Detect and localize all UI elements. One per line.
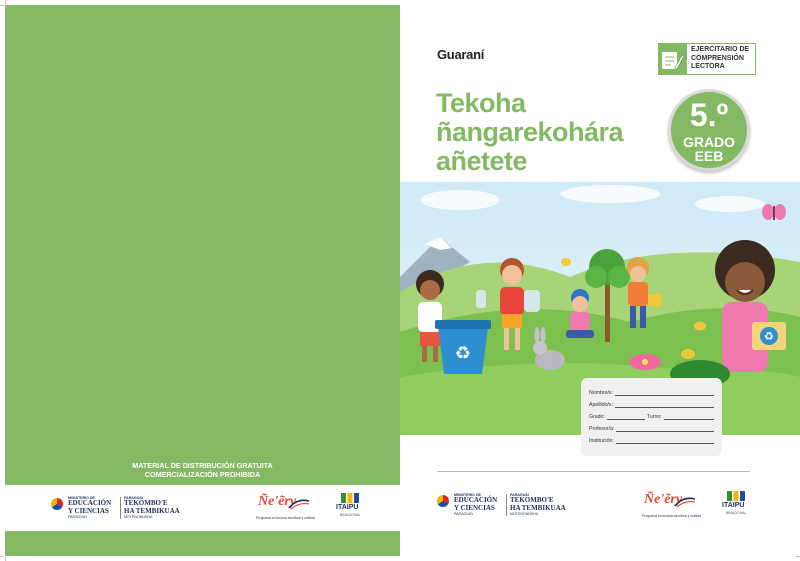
name-row: Nombre/s: [589,384,714,396]
footer-divider [437,471,750,472]
neery-swoosh-icon [673,496,697,508]
title-line-3: añetete [436,146,528,176]
workbook-label [686,43,756,75]
student-info-form [581,378,722,456]
itaipu-wordmark: ITAIPU [336,504,359,511]
front-logo-bar [400,485,800,529]
back-cover-bottom-strip [5,531,400,556]
grade-badge [668,89,750,171]
paraguay-emblem-icon [437,495,449,507]
crop-mark [796,556,800,557]
mec-small-text: MINISTERIO DE [454,493,481,497]
mec-name: EDUCACIÓN Y CIENCIAS [454,496,498,512]
institution-field[interactable] [616,437,714,444]
tek-sub-text: MOTENONDEHA [124,515,153,519]
recycle-bin [435,320,491,374]
itaipu-mark-icon [727,491,745,501]
teacher-row: Profesor/a: [589,420,714,432]
neery-tagline: Programa en lectura escritura y calidad [642,514,701,518]
paraguay-emblem-icon [51,498,63,510]
crop-mark [0,5,4,6]
mec-country: PARAGUAY [454,512,474,516]
neery-tagline: Programa en lectura escritura y calidad [256,516,315,520]
mec-logo [437,493,577,519]
title-line-1: Tekoha [436,88,526,118]
institution-row: Institución: [589,432,714,444]
crop-mark [5,0,6,4]
grade-level: EEB [694,148,724,164]
workbook-line-3: LECTORA [691,63,725,70]
grade-shift-row: Grado: Turno: [589,408,714,420]
itaipu-sub-text: BINACIONAL [340,513,361,517]
tek-name: TEKOMBO'E HA TEMBIKUAA [124,499,180,515]
notice-line-2: COMERCIALIZACIÓN PROHIBIDA [144,470,261,479]
itaipu-logo [333,493,367,525]
crop-mark [0,556,4,557]
mec-name: EDUCACIÓN Y CIENCIAS [68,499,112,515]
itaipu-logo [719,491,753,523]
tek-small-text: PARAGUÁI [510,493,529,497]
notice-line-1: MATERIAL DE DISTRIBUCIÓN GRATUITA [132,461,273,470]
tek-sub-text: MOTENONDEHA [510,512,539,516]
grade-number: 5.º [689,97,729,133]
front-cover [400,5,800,556]
butterfly-icon [762,204,786,220]
neery-swoosh-icon [287,498,311,510]
logo-divider [120,497,121,519]
back-cover [5,5,400,556]
subject-label: Guaraní [437,47,485,62]
surname-row: Apellido/s: [589,396,714,408]
mec-small-text: MINISTERIO DE [68,496,95,500]
neery-logo [642,492,712,522]
svg-text:♻: ♻ [454,343,472,364]
distribution-notice [5,461,400,479]
itaipu-mark-icon [341,493,359,503]
workbook-line-1: EJERCITARIO DE [691,46,750,53]
teacher-field[interactable] [616,425,714,432]
title-line-2: ñangarekohára [436,117,624,147]
back-logo-bar [5,487,400,531]
workbook-tab [658,43,686,75]
grade-word: GRADO [682,134,736,150]
crop-mark [5,557,6,561]
neery-wordmark: Ñe'ẽry [644,492,683,507]
logo-divider [506,494,507,516]
pencil-icon [658,43,686,75]
svg-text:♻: ♻ [764,330,774,343]
neery-wordmark: Ñe'ẽry [258,494,297,509]
back-cover-green-panel [5,5,400,485]
workbook-line-2: COMPRENSIÓN [691,54,744,62]
mec-country: PARAGUAY [68,515,88,519]
workbook-type-badge [658,43,756,75]
shift-field[interactable] [664,413,714,420]
mec-logo [51,496,191,522]
grade-field[interactable] [607,413,645,420]
tek-small-text: PARAGUÁI [124,496,143,500]
neery-logo [256,494,326,524]
itaipu-sub-text: BINACIONAL [726,511,747,515]
surname-field[interactable] [615,401,714,408]
name-field[interactable] [615,389,714,396]
tek-name: TEKOMBO'E HA TEMBIKUAA [510,496,566,512]
itaipu-wordmark: ITAIPU [722,502,745,509]
